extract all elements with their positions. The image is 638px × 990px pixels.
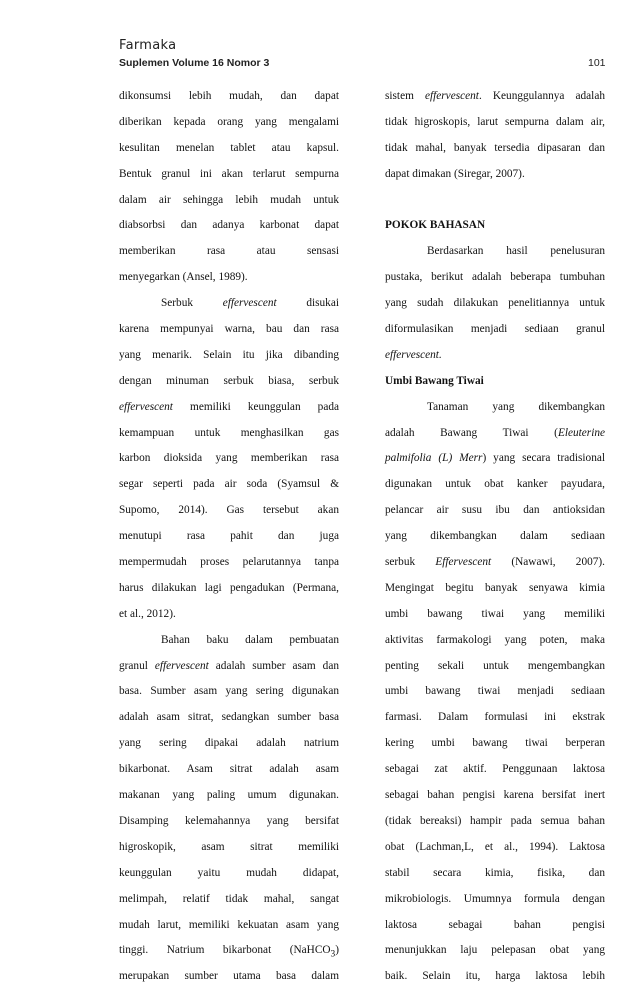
text-line: et al., 2012). <box>119 607 176 620</box>
text-line: tidak mahal, banyak tersedia dipasaran dan <box>385 141 605 154</box>
text-line: menunjukkan laju pelepasan obat yang <box>385 944 605 957</box>
text-line: sebagai zat aktif. Penggunaan laktosa <box>385 763 605 776</box>
text-line: granul effervescent adalah sumber asam dan <box>119 659 339 672</box>
text-line: farmasi. Dalam formulasi ini ekstrak <box>385 711 605 724</box>
text-line: mikrobiologis. Umumnya formula dengan <box>385 892 605 905</box>
text-line: digunakan untuk obat kanker payudara, <box>385 478 605 491</box>
text-line: adalah Bawang Tiwai (Eleuterine <box>385 426 605 439</box>
text-line: baik. Selain itu, harga laktosa lebih <box>385 970 605 983</box>
text-line: makanan yang paling umum digunakan. <box>119 789 339 802</box>
text-line <box>385 188 605 214</box>
text-line: Umbi Bawang Tiwai <box>385 374 484 387</box>
text-line: dalam air sehingga lebih mudah untuk <box>119 193 339 206</box>
text-line: sistem effervescent. Keunggulannya adalah <box>385 90 605 102</box>
text-line: melimpah, relatif tidak mahal, sangat <box>119 892 339 905</box>
text-line: pustaka, berikut adalah beberapa tumbuhan <box>385 271 605 284</box>
supplement-label: Suplemen Volume 16 Nomor 3 <box>119 57 270 69</box>
text-line: menyegarkan (Ansel, 1989). <box>119 271 248 284</box>
text-line: tidak higroskopis, larut sempurna dalam air, <box>385 115 605 128</box>
left-text-column <box>119 84 339 990</box>
text-line: diberikan kepada orang yang mengalami <box>119 115 339 128</box>
text-line: yang sering dipakai adalah natrium <box>119 737 339 750</box>
text-line: mempermudah proses pelarutannya tanpa <box>119 556 339 569</box>
text-line: mudah larut, memiliki kekuatan asam yang <box>119 918 339 931</box>
text-line: segar seperti pada air soda (Syamsul & <box>119 478 339 491</box>
text-line: menutupi rasa pahit dan juga <box>119 530 339 543</box>
text-line: yang dikembangkan dalam sediaan <box>385 530 605 543</box>
text-line: Serbuk effervescent disukai <box>161 297 339 310</box>
text-line: diabsorbsi dan adanya karbonat dapat <box>119 219 339 232</box>
text-line: dengan minuman serbuk biasa, serbuk <box>119 374 339 387</box>
text-line: kemampuan untuk menghasilkan gas <box>119 426 339 439</box>
text-line: palmifolia (L) Merr) yang secara tradisional <box>385 452 605 465</box>
text-line: dikonsumsi lebih mudah, dan dapat <box>119 90 339 102</box>
text-line: harus dilakukan lagi pengadukan (Permana, <box>119 581 339 594</box>
text-line: kering umbi bawang tiwai berperan <box>385 737 605 750</box>
text-line: keunggulan yaitu mudah didapat, <box>119 866 339 879</box>
text-line: memberikan rasa atau sensasi <box>119 245 339 258</box>
text-line: Tanaman yang dikembangkan <box>427 400 605 413</box>
text-line: Bentuk granul ini akan terlarut sempurna <box>119 167 339 180</box>
text-line: yang menarik. Selain itu jika dibanding <box>119 348 339 361</box>
text-line: higroskopik, asam sitrat memiliki <box>119 840 339 853</box>
page-number: 101 <box>588 57 606 69</box>
text-line: (tidak bereaksi) hampir pada semua bahan <box>385 814 605 827</box>
text-line: karena mempunyai warna, bau dan rasa <box>119 323 339 336</box>
text-line: Berdasarkan hasil penelusuran <box>427 245 605 258</box>
text-line: laktosa sebagai bahan pengisi <box>385 918 605 931</box>
text-line: merupakan sumber utama basa dalam <box>119 970 339 983</box>
text-line: aktivitas farmakologi yang poten, maka <box>385 633 605 646</box>
right-text-column <box>385 84 605 990</box>
text-line: umbi bawang tiwai yang memiliki <box>385 607 605 620</box>
text-line: diformulasikan menjadi sediaan granul <box>385 323 605 336</box>
text-line: Bahan baku dalam pembuatan <box>161 633 339 646</box>
text-line: basa. Sumber asam yang sering digunakan <box>119 685 339 698</box>
text-line: effervescent. <box>385 348 442 361</box>
text-line: tinggi. Natrium bikarbonat (NaHCO$_3$) <box>119 944 339 960</box>
text-line: serbuk Effervescent (Nawawi, 2007). <box>385 556 605 569</box>
text-line: pelancar air susu ibu dan antioksidan <box>385 504 605 517</box>
text-line: sebagai bahan pengisi karena bersifat inert <box>385 789 605 802</box>
text-line: umbi bawang tiwai menjadi sediaan <box>385 685 605 698</box>
text-line: Mengingat begitu banyak senyawa kimia <box>385 581 605 594</box>
text-line: POKOK BAHASAN <box>385 219 486 232</box>
text-line: stabil secara kimia, fisika, dan <box>385 866 605 879</box>
text-line: dapat dimakan (Siregar, 2007). <box>385 167 525 180</box>
text-line: penting sekali untuk mengembangkan <box>385 659 605 672</box>
text-line: yang sudah dilakukan penelitiannya untuk <box>385 297 605 310</box>
text-line: Disamping kelemahannya yang bersifat <box>119 814 339 827</box>
text-line: obat (Lachman,L, et al., 1994). Laktosa <box>385 840 605 853</box>
text-line: effervescent memiliki keunggulan pada <box>119 400 339 413</box>
text-line: bikarbonat. Asam sitrat adalah asam <box>119 763 339 776</box>
text-line: adalah asam sitrat, sedangkan sumber basa <box>119 711 339 724</box>
text-line: kesulitan menelan tablet atau kapsul. <box>119 141 339 154</box>
text-line: Supomo, 2014). Gas tersebut akan <box>119 504 339 517</box>
text-line: karbon dioksida yang memberikan rasa <box>119 452 339 465</box>
journal-title: Farmaka <box>119 38 177 53</box>
